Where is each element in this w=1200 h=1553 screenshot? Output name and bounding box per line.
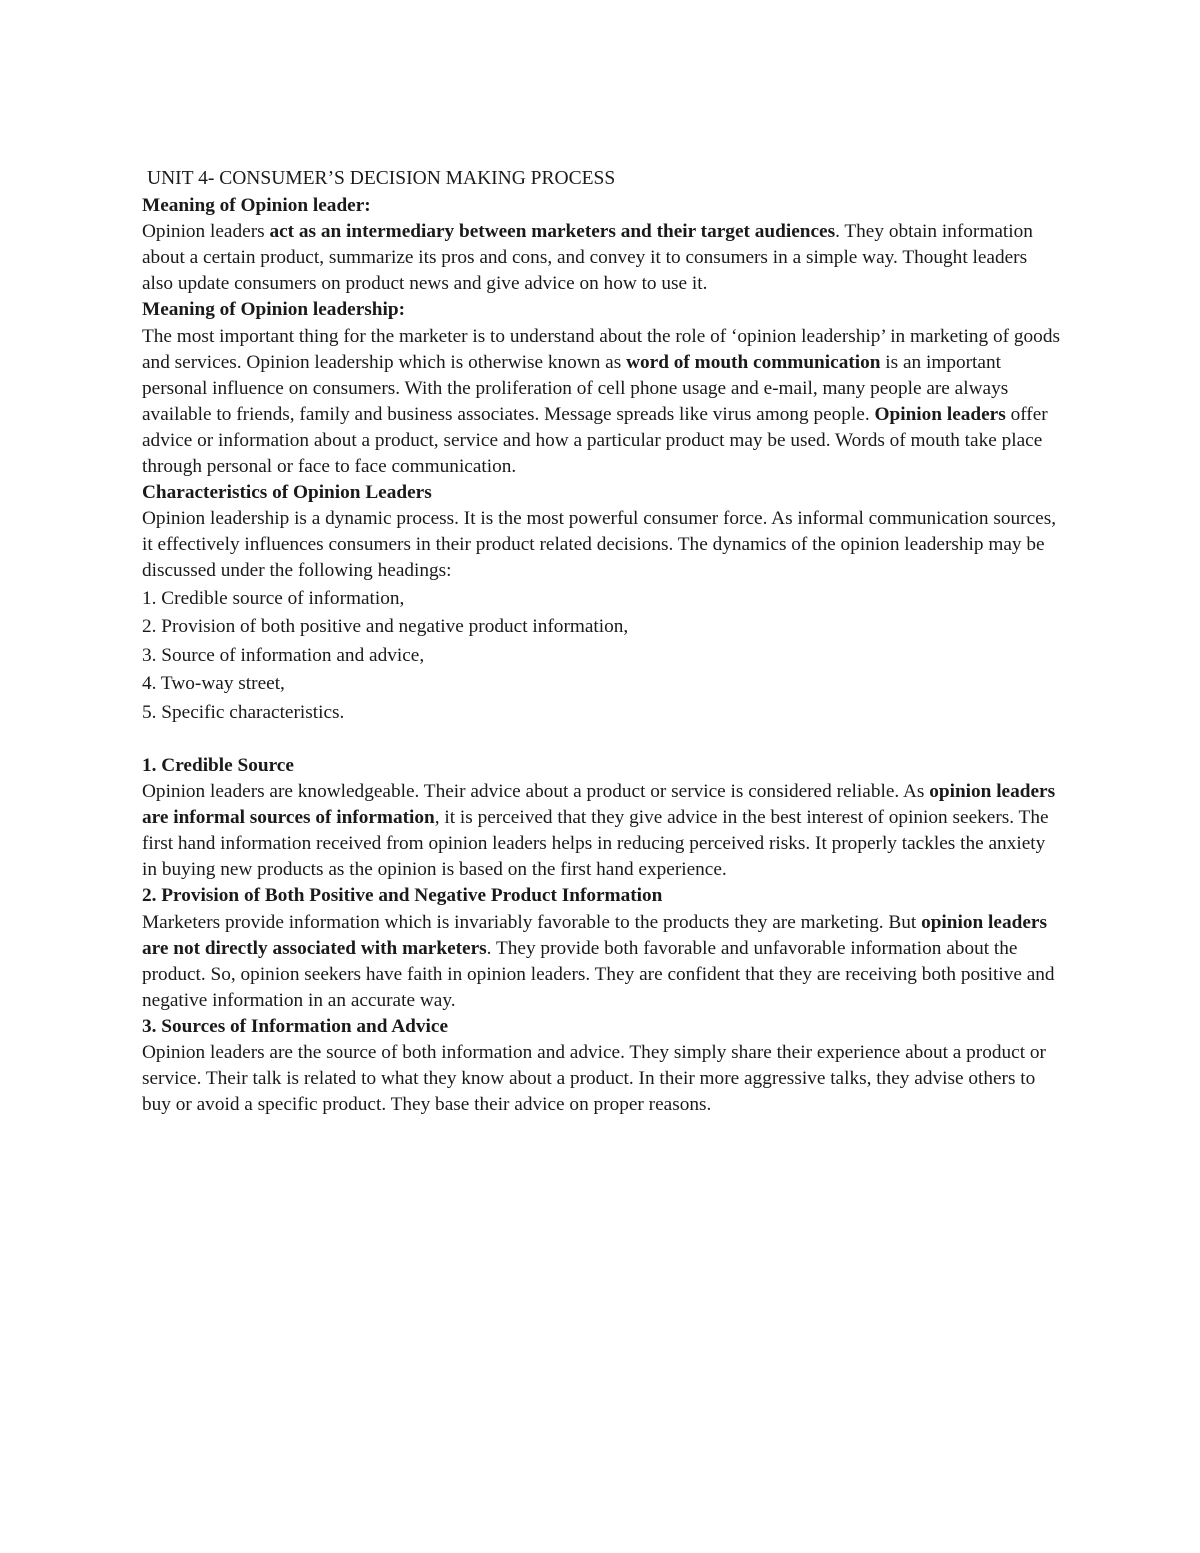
list-item: 1. Credible source of information,: [142, 587, 405, 609]
bold-text-run: act as an intermediary between marketers and their target audiences: [269, 221, 836, 243]
characteristics-list: [142, 585, 1062, 728]
bold-text-run: word of mouth communication: [626, 351, 881, 373]
document-title: UNIT 4- CONSUMER’S DECISION MAKING PROCESS: [147, 168, 616, 189]
list-item: 2. Provision of both positive and negative product information,: [142, 616, 629, 637]
text-run: Marketers provide information which is invariably favorable to the products they are marketing. But: [142, 911, 922, 933]
paragraph-credible-source: [142, 779, 1062, 883]
heading-meaning-opinion-leadership: Meaning of Opinion leadership:: [142, 299, 406, 321]
paragraph-meaning-opinion-leader: [142, 219, 1062, 297]
paragraph-meaning-opinion-leadership: [142, 324, 1062, 481]
heading-provision-info: 2. Provision of Both Positive and Negative Product Information: [142, 885, 663, 907]
heading-credible-source: 1. Credible Source: [142, 755, 294, 776]
text-run: Opinion leaders are knowledgeable. Their advice about a product or service is considered reliable. As: [142, 781, 930, 803]
text-run: Opinion leaders: [142, 221, 270, 243]
list-item: 3. Source of information and advice,: [142, 644, 425, 666]
blank-line: [142, 727, 1062, 753]
heading-characteristics: Characteristics of Opinion Leaders: [142, 482, 432, 504]
paragraph-characteristics: Opinion leadership is a dynamic process. It is the most powerful consumer force. As informal communication sources, it effectively influences consumers in their product related decisions. The dynamics of the opinion leadership may be discussed under the following headings:: [142, 508, 1057, 582]
list-item: 5. Specific characteristics.: [142, 701, 345, 723]
heading-meaning-opinion-leader: Meaning of Opinion leader:: [142, 195, 371, 217]
list-item: 4. Two-way street,: [142, 673, 285, 694]
bold-text-run: opinion leaders are not directly associated with marketers: [142, 911, 1047, 959]
document-page: [142, 166, 1062, 1118]
bold-text-run: opinion leaders are informal sources of information: [142, 781, 1056, 829]
heading-sources-info-advice: 3. Sources of Information and Advice: [142, 1015, 449, 1037]
text-run: . They obtain information about a certain product, summarize its pros and cons, and convey it to consumers in a simple way. Thought leaders also update consumers on product news and give advice on how to use it.: [142, 221, 1033, 295]
bold-text-run: Opinion leaders: [874, 403, 1006, 425]
text-run: offer advice or information about a product, service and how a particular product may be used. Words of mouth take place through personal or face to face communication.: [142, 403, 1048, 478]
text-run: The most important thing for the marketer is to understand about the role of ‘opinion leadership’ in marketing of goods and services. Opinion leadership which is otherwise known as: [142, 325, 1060, 373]
paragraph-provision-info: [142, 910, 1062, 1014]
text-run: is an important personal influence on consumers. With the proliferation of cell phone usage and e-mail, many people are always available to friends, family and business associates. Message spreads like virus among people.: [142, 351, 1009, 425]
text-run: . They provide both favorable and unfavorable information about the product. So, opinion seekers have faith in opinion leaders. They are confident that they are receiving both positive and negative information in an accurate way.: [142, 937, 1055, 1011]
paragraph-sources-info-advice: Opinion leaders are the source of both information and advice. They simply share their experience about a product or service. Their talk is related to what they know about a product. In their more aggressive talks, they advise others to buy or avoid a specific product. They base their advice on proper reasons.: [142, 1042, 1046, 1116]
text-run: , it is perceived that they give advice in the best interest of opinion seekers. The first hand information received from opinion leaders helps in reducing perceived risks. It properly tackles the anxiety in buying new products as the opinion is based on the first hand experience.: [142, 807, 1049, 881]
